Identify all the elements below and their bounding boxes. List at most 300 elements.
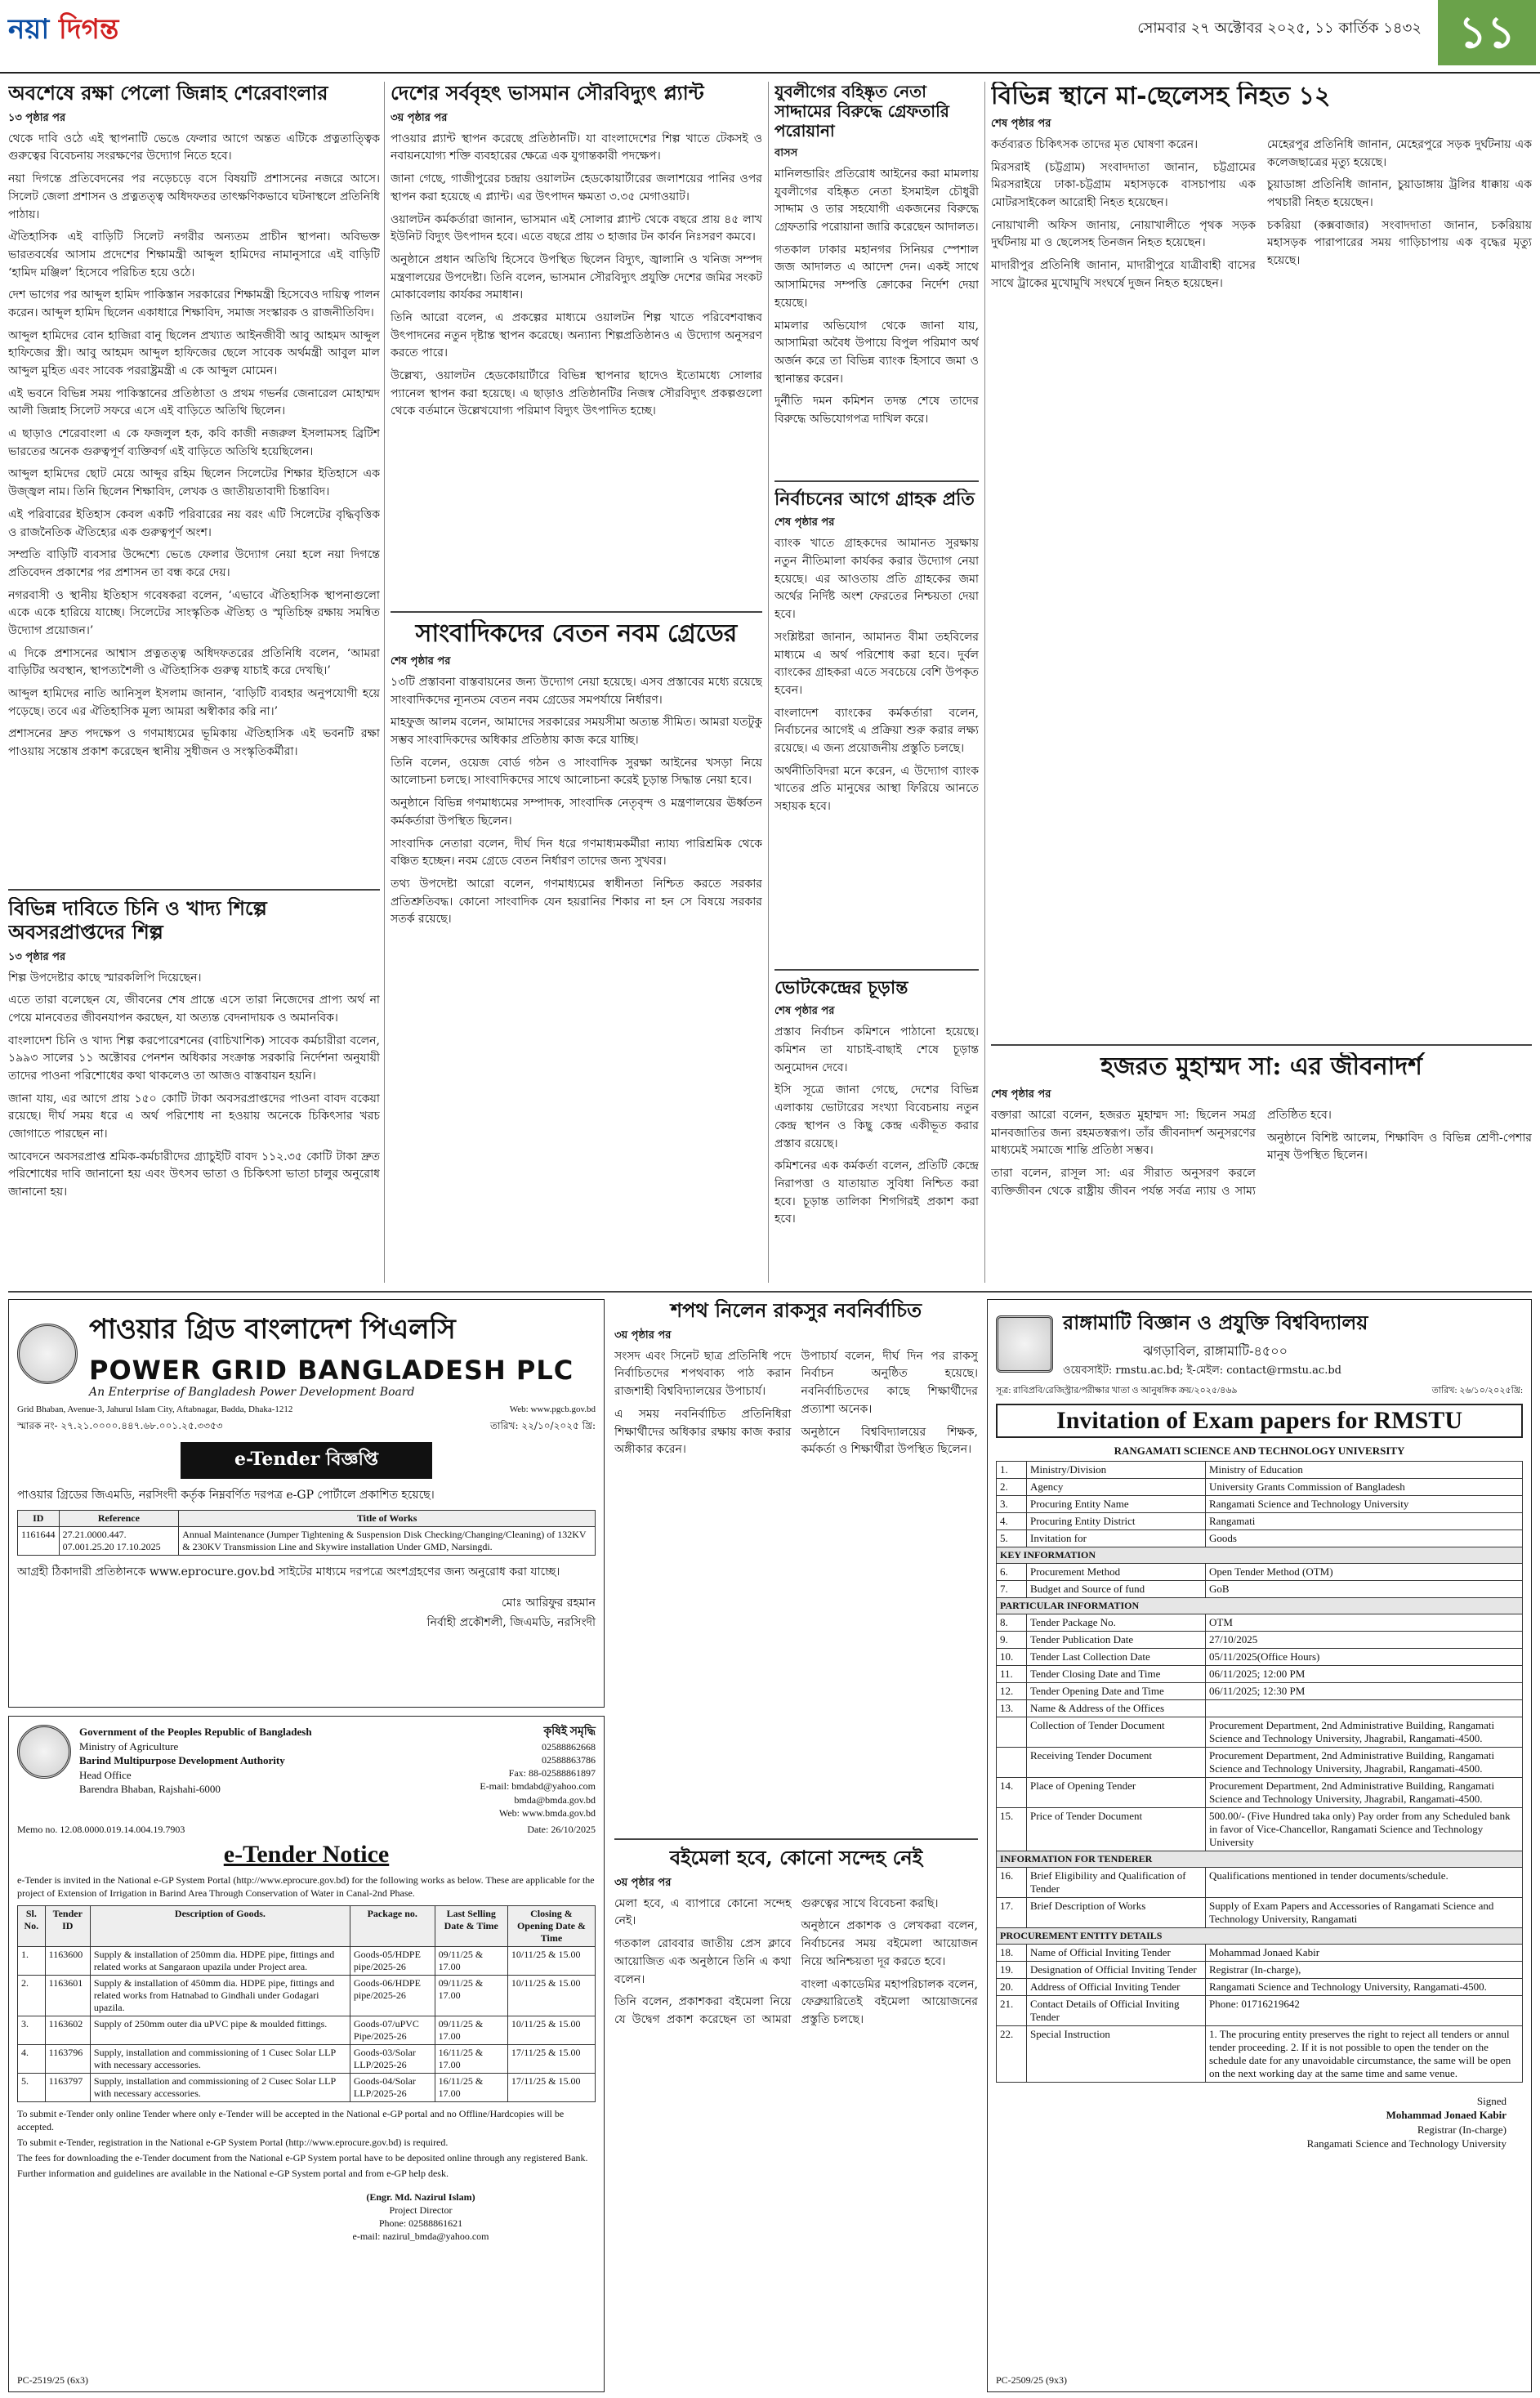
article-paragraph: প্রশাসনের দ্রুত পদক্ষেপ ও গণমাধ্যমের ভূমিকায় ঐতিহাসিক এই ভবনটি রক্ষা পাওয়ায় সন্তোষ প্রকাশ করেছেন স্থানীয় সুধীজন ও সংস্কৃতিকর্মীরা। xyxy=(8,727,380,759)
ad-gov: Government of the Peoples Republic of Bangladesh xyxy=(79,1726,312,1738)
section-heading-row xyxy=(997,1927,1523,1944)
ad-place-bn: ঝগড়াবিল, রাঙ্গামাটি-৪৫০০ xyxy=(1143,1343,1288,1359)
cell: 10. xyxy=(997,1648,1027,1665)
article-accidents xyxy=(991,82,1532,1038)
power-grid-logo-icon xyxy=(17,1324,78,1384)
article-journalist-salary xyxy=(391,619,762,1281)
article-jinnah xyxy=(8,82,380,882)
article-paragraph: অর্থনীতিবিদরা মনে করেন, এ উদ্যোগ ব্যাংক খাতের প্রতি মানুষের আস্থা ফিরিয়ে আনতে সহায়ক হবে। xyxy=(774,764,979,814)
phone: 02588862668 xyxy=(542,1740,596,1753)
article-paragraph: চুয়াডাঙ্গা প্রতিনিধি জানান, চুয়াডাঙ্গায় ট্রলির ধাক্কায় এক পথচারী নিহত হয়েছেন। xyxy=(1267,178,1532,210)
divider xyxy=(8,1291,1532,1293)
cell: Brief Description of Works xyxy=(1027,1897,1206,1927)
cell: Phone: 01716219642 xyxy=(1206,1995,1523,2025)
ad-memo: স্মারক নং- ২৭.২১.০০০০.৪৪৭.৬৮.০০১.২৫.৩৩৫৩ xyxy=(17,1419,223,1431)
article-paragraph: জানা যায়, এর আগে প্রায় ১৫০ কোটি টাকা অবসরপ্রাপ্তদের পাওনা বাবদ বকেয়া রয়েছে। দীর্ঘ সময় ধরে এ অর্থ পরিশোধ না হওয়ায় অনেকে চিকিৎসার খরচ জোগাতে পারছেন না। xyxy=(8,1092,380,1141)
cell: 18. xyxy=(997,1944,1027,1961)
article-headline: শপথ নিলেন রাকসুর নবনির্বাচিত xyxy=(670,1299,922,1322)
cell: Agency xyxy=(1027,1478,1206,1495)
cell: 09/11/25 & 17.00 xyxy=(435,2016,507,2044)
article-paragraph: সংসদ এবং সিনেট ছাত্র প্রতিনিধি পদে নির্বাচিতদের শপথবাক্য পাঠ করান রাজশাহী বিশ্ববিদ্যালয়ের উপাচার্য। xyxy=(614,1349,792,1399)
note-item: To submit e-Tender only online Tender where only e-Tender will be accepted in the National e-GP portal and no Offline/Hardcopies will be accepted. xyxy=(17,2107,565,2132)
cell xyxy=(997,1747,1027,1777)
ad-address: Grid Bhaban, Avenue-3, Jahurul Islam City, Aftabnagar, Badda, Dhaka-1212 xyxy=(17,1404,293,1414)
article-paragraph: ব্যাংক খাতে গ্রাহকদের আমানত সুরক্ষায় নতুন নীতিমালা কার্যকর করার উদ্যোগ নেয়া হয়েছে। এর আওতায় প্রতি গ্রাহকের জমা অর্থের নির্দিষ্ট অংশ ফেরতের নিশ্চয়তা দেয়া হবে। xyxy=(774,537,979,622)
ad-ministry: Ministry of Agriculture xyxy=(79,1739,179,1753)
article-polling-centre xyxy=(774,977,979,1281)
continuation-note: শেষ পৃষ্ঠার পর xyxy=(391,655,451,668)
continuation-note: ১৩ পৃষ্ঠার পর xyxy=(8,111,66,124)
article-paragraph: নয়া দিগন্তে প্রতিবেদনের পর নড়েচড়ে বসে বিষয়টি প্রশাসনের নজরে আসে। সিলেট জেলা প্রশাসন ও প্রত্নতত্ত্ব অধিদফতর তাৎক্ষণিকভাবে ঘটনাস্থলে প্রতিনিধি পাঠায়। xyxy=(8,172,380,221)
article-paragraph: মিরসরাই (চট্টগ্রাম) সংবাদদাতা জানান, চট্টগ্রামের মিরসরাইয়ে ঢাকা-চট্টগ্রাম মহাসড়কে বাসচাপায় এক মোটরসাইকেল আরোহী নিহত হয়েছেন। xyxy=(991,160,1256,210)
article-solar-plant xyxy=(391,82,762,605)
tender-table xyxy=(17,1510,596,1556)
table-row xyxy=(997,1631,1523,1648)
cell: 09/11/25 & 17.00 xyxy=(435,1975,507,2016)
cell: Goods-06/HDPE pipe/2025-26 xyxy=(350,1975,435,2016)
divider xyxy=(8,889,380,891)
article-paragraph: সম্প্রতি বাড়িটি ব্যবসার উদ্দেশ্যে ভেঙে ফেলার উদ্যোগ নেয়া হলে নয়া দিগন্তে প্রতিবেদন প্রকাশের পর প্রশাসন তা বন্ধ করে দেয়। xyxy=(8,548,380,579)
table-header-row xyxy=(18,1905,596,1946)
article-body xyxy=(391,674,762,929)
article-body xyxy=(8,970,380,1202)
cell: Qualifications mentioned in tender documents/schedule. xyxy=(1206,1867,1523,1897)
cell: GoB xyxy=(1206,1580,1523,1597)
cell: 2. xyxy=(997,1478,1027,1495)
web[interactable]: Web: www.bmda.gov.bd xyxy=(498,1806,596,1819)
cell: 5. xyxy=(18,2073,46,2101)
article-paragraph: থেকে দাবি ওঠে এই স্থাপনাটি ভেঙে ফেলার আগে অন্তত এটিকে প্রত্নতাত্ত্বিক গুরুত্বের বিবেচনায় সংরক্ষণের উদ্যোগ নিতে হবে। xyxy=(8,132,380,163)
signer-name: Mohammad Jonaed Kabir xyxy=(1386,2109,1507,2122)
article-headline: অবশেষে রক্ষা পেলো জিন্নাহ শেরেবাংলার xyxy=(8,82,328,105)
continuation-note: শেষ পৃষ্ঠার পর xyxy=(991,118,1051,130)
cell: Special Instruction xyxy=(1027,2025,1206,2082)
cell: 4. xyxy=(18,2044,46,2073)
ad-date: তারিখ: ২৬/১০/২০২৫খ্রি: xyxy=(1431,1386,1523,1395)
cell: Address of Official Inviting Tender xyxy=(1027,1978,1206,1995)
cell: 6. xyxy=(997,1563,1027,1580)
logo-main: নয়া xyxy=(8,13,50,46)
table-row xyxy=(997,1807,1523,1851)
article-headline: হজরত মুহাম্মদ সা: এর জীবনাদর্শ xyxy=(1100,1052,1422,1081)
article-paragraph: সাংবাদিক নেতারা বলেন, দীর্ঘ দিন ধরে গণমাধ্যমকর্মীরা ন্যায্য পারিশ্রমিক থেকে বঞ্চিত হচ্ছেন। নবম গ্রেডে বেতন নির্ধারণ তাদের জন্য সুখবর। xyxy=(391,837,762,869)
power-grid-ad xyxy=(8,1299,605,1708)
article-paragraph: ইসি সূত্রে জানা গেছে, দেশের বিভিন্ন এলাকায় ভোটারের সংখ্যা বিবেচনায় নতুন কেন্দ্র স্থাপন ও কিছু কেন্দ্র একীভূত করার প্রস্তাব রয়েছে। xyxy=(774,1083,979,1150)
article-paragraph: এই ভবনে বিভিন্ন সময় পাকিস্তানের প্রতিষ্ঠাতা ও প্রথম গভর্নর জেনারেল মোহাম্মদ আলী জিন্নাহ সিলেট সফরে এসে এই বাড়িতে অতিথি ছিলেন। xyxy=(8,386,380,418)
article-paragraph: দেশ ভাগের পর আব্দুল হামিদ পাকিস্তান সরকারের শিক্ষামন্ত্রী হিসেবেও দায়িত্ব পালন করেন। আব্দুল হামিদ ছিলেন একাধারে শিক্ষাবিদ, সমাজ সংস্কারক ও রাজনীতিবিদ। xyxy=(8,288,380,319)
divider xyxy=(614,1838,978,1840)
table-row xyxy=(997,1478,1523,1495)
cell: Ministry/Division xyxy=(1027,1461,1206,1478)
ad-intro: e-Tender is invited in the National e-GP System Portal (http://www.eprocure.gov.bd) for the following works as below. These are applicable for the project of Extension of Irrigation in Barind Area Through Conservation of Water in Canal-2nd Phase. xyxy=(17,1874,595,1900)
article-headline: বিভিন্ন দাবিতে চিনি ও খাদ্য শিল্পে অবসরপ্রাপ্তদের শিল্প xyxy=(8,897,267,944)
divider xyxy=(768,82,769,1283)
email[interactable]: bmda@bmda.gov.bd xyxy=(514,1793,596,1806)
continuation-note: শেষ পৃষ্ঠার পর xyxy=(774,516,835,529)
article-body xyxy=(991,136,1532,293)
article-headline: বিভিন্ন স্থানে মা-ছেলেসহ নিহত ১২ xyxy=(991,82,1331,110)
table-row xyxy=(18,2044,596,2073)
cell: Contact Details of Official Inviting Tender xyxy=(1027,1995,1206,2025)
cell: Tender Opening Date and Time xyxy=(1027,1682,1206,1699)
table-row xyxy=(997,1747,1523,1777)
ad-university: RANGAMATI SCIENCE AND TECHNOLOGY UNIVERSITY xyxy=(1114,1444,1405,1457)
cell: 05/11/2025(Office Hours) xyxy=(1206,1648,1523,1665)
cell: Mohammad Jonaed Kabir xyxy=(1206,1944,1523,1961)
article-paragraph: শিল্প উপদেষ্টার কাছে স্মারকলিপি দিয়েছেন। xyxy=(8,971,202,985)
col-header: Title of Works xyxy=(179,1510,596,1526)
article-body xyxy=(991,1107,1532,1200)
article-paragraph: কমিশনের এক কর্মকর্তা বলেন, প্রতিটি কেন্দ্রে নিরাপত্তা ও যাতায়াত সুবিধা নিশ্চিত করা হবে। চূড়ান্ত তালিকা শিগগিরই প্রকাশ করা হবে। xyxy=(774,1159,979,1226)
cell: Supply of Exam Papers and Accessories of Rangamati Science and Technology University, Rangamati xyxy=(1206,1897,1523,1927)
col-header: Sl. No. xyxy=(18,1905,46,1946)
article-book-fair xyxy=(614,1847,978,2392)
table-row xyxy=(997,1512,1523,1529)
article-paragraph: গতকাল ঢাকার মহানগর সিনিয়র স্পেশাল জজ আদালত এ আদেশ দেন। একই সাথে আসামিদের সম্পত্তি ক্রোকের নির্দেশ দেয়া হয়েছে। xyxy=(774,243,979,310)
article-paragraph: অনুষ্ঠানে বিশিষ্ট আলেম, শিক্ষাবিদ ও বিভিন্ন শ্রেণী-পেশার মানুষ উপস্থিত ছিলেন। xyxy=(1267,1131,1532,1163)
note-item: To submit e-Tender, registration in the National e-GP System Portal (http://www.eprocure.gov.bd) is required. xyxy=(17,2136,449,2148)
table-row xyxy=(997,1682,1523,1699)
cell: 12. xyxy=(997,1682,1027,1699)
pc-number: PC-2509/25 (9x3) xyxy=(996,2373,1067,2386)
cell: 1. The procuring entity preserves the right to reject all tenders or annul tender proceeding. 2. If it is not possible to open the tender on the schedule date for any unavoidable circumstance, the same will be open on the next working day at the same time and same venue. xyxy=(1206,2025,1523,2082)
article-body xyxy=(614,1896,978,2032)
cell: 1163797 xyxy=(45,2073,90,2101)
article-paragraph: এই পরিবারের ইতিহাস কেবল একটি পরিবারের নয় বরং এটি সিলেটের বৃদ্ধিবৃত্তিক ও রাজনৈতিক ঐতিহ্যের এক গুরুত্বপূর্ণ অংশ। xyxy=(8,507,380,539)
cell: University Grants Commission of Bangladesh xyxy=(1206,1478,1523,1495)
cell: 10/11/25 & 15.00 xyxy=(507,1975,595,2016)
article-headline: নির্বাচনের আগে গ্রাহক প্রতি xyxy=(774,489,975,510)
cell: 1163600 xyxy=(45,1946,90,1975)
article-paragraph: গতকাল রোববার জাতীয় প্রেস ক্লাবে আয়োজিত এক অনুষ্ঠানে তিনি এ কথা বলেন। xyxy=(614,1937,792,1986)
bangladesh-emblem-icon xyxy=(17,1725,71,1779)
article-paragraph: সংশ্লিষ্টরা জানান, আমানত বীমা তহবিলের মাধ্যমে এ অর্থ পরিশোধ করা হবে। দুর্বল ব্যাংকের গ্রাহকরা এতে সবচেয়ে বেশি উপকৃত হবেন। xyxy=(774,630,979,697)
table-row xyxy=(997,2025,1523,2082)
cell: Goods-04/Solar LLP/2025-26 xyxy=(350,2073,435,2101)
cell: Tender Package No. xyxy=(1027,1614,1206,1631)
article-headline: দেশের সর্ববৃহৎ ভাসমান সৌরবিদ্যুৎ প্ল্যান্ট xyxy=(391,82,704,105)
article-paragraph: কর্তব্যরত চিকিৎসক তাদের মৃত ঘোষণা করেন। xyxy=(991,138,1199,151)
cell: 09/11/25 & 17.00 xyxy=(435,1946,507,1975)
cell: Annual Maintenance (Jumper Tightening & Suspension Disk Checking/Changing/Cleaning) of 132KV & 230KV Transmission Line and Skywire installation Under GMD, Narsingdi. xyxy=(179,1526,596,1555)
cell: Name & Address of the Offices xyxy=(1027,1699,1206,1717)
article-paragraph: প্রস্তাব নির্বাচন কমিশনে পাঠানো হয়েছে। কমিশন তা যাচাই-বাছাই শেষে চূড়ান্ত অনুমোদন দেবে। xyxy=(774,1025,979,1074)
cell: 1. xyxy=(18,1946,46,1975)
notes-list xyxy=(17,2107,596,2181)
article-paragraph: উপাচার্য বলেন, দীর্ঘ দিন পর রাকসু নির্বাচন অনুষ্ঠিত হয়েছে। নবনির্বাচিতদের কাছে শিক্ষার্থীদের প্রত্যাশা অনেক। xyxy=(801,1349,978,1416)
article-paragraph: দুর্নীতি দমন কমিশন তদন্ত শেষে তাদের বিরুদ্ধে অভিযোগপত্র দাখিল করে। xyxy=(774,395,979,426)
fax: Fax: 88-02588861897 xyxy=(508,1767,596,1780)
table-row xyxy=(997,1665,1523,1682)
article-raksu-oath xyxy=(614,1299,978,1830)
col-header: ID xyxy=(18,1510,60,1526)
cell: Name of Official Inviting Tender xyxy=(1027,1944,1206,1961)
section-heading: KEY INFORMATION xyxy=(997,1547,1523,1563)
cell: Supply of 250mm outer dia uPVC pipe & moulded fittings. xyxy=(90,2016,350,2044)
signer-name: (Engr. Md. Nazirul Islam) xyxy=(366,2190,475,2203)
note-item: The fees for downloading the e-Tender document from the National e-GP System portal have to be deposited online through any registered Bank. xyxy=(17,2152,588,2164)
cell: 16/11/25 & 17.00 xyxy=(435,2073,507,2101)
cell xyxy=(997,1717,1027,1747)
tender-table xyxy=(17,1905,596,2102)
cell: 2. xyxy=(18,1975,46,2016)
article-paragraph: ১৩টি প্রস্তাবনা বাস্তবায়নের জন্য উদ্যোগ নেয়া হয়েছে। এসব প্রস্তাবের মধ্যে রয়েছে সাংবাদিকদের ন্যূনতম বেতন নবম গ্রেডের সমপর্যায়ে নির্ধারণ। xyxy=(391,676,762,707)
article-paragraph: অনুষ্ঠানে প্রকাশক ও লেখকরা বলেন, নির্বাচনের সময় বইমেলা আয়োজন নিয়ে অনিশ্চয়তা দূর করতে হবে। xyxy=(801,1919,978,1968)
article-paragraph: তিনি বলেন, ওয়েজ বোর্ড গঠন ও সাংবাদিক সুরক্ষা আইনের খসড়া নিয়ে আলোচনা চলছে। সাংবাদিকদের সাথে আলোচনা করেই চূড়ান্ত সিদ্ধান্ত নেয়া হবে। xyxy=(391,756,762,788)
article-headline: ভোটকেন্দ্রের চূড়ান্ত xyxy=(774,977,908,998)
article-paragraph: ঐতিহাসিক এই বাড়িটি সিলেট নগরীর অন্যতম প্রাচীন স্থাপনা। অবিভক্ত ভারতবর্ষের আসাম প্রদেশের শিক্ষামন্ত্রী আব্দুল হামিদের নামানুসারে এই বাড়িটি ‘হামিদ মঞ্জিল’ হিসেবে পরিচিত হয়ে ওঠে। xyxy=(8,230,380,279)
article-paragraph: এ সময় নবনির্বাচিত প্রতিনিধিরা শিক্ষার্থীদের অধিকার রক্ষায় কাজ করার অঙ্গীকার করেন। xyxy=(614,1407,792,1457)
article-paragraph: মানিলন্ডারিং প্রতিরোধ আইনের করা মামলায় যুবলীগের বহিষ্কৃত নেতা ইসমাইল চৌধুরী সাদ্দাম ও তার সহযোগী একজনের বিরুদ্ধে গ্রেফতারি পরোয়ানা জারি করেছেন আদালত। xyxy=(774,167,979,234)
cell: 21. xyxy=(997,1995,1027,2025)
article-paragraph: মেহেরপুর প্রতিনিধি জানান, মেহেরপুরে সড়ক দুর্ঘটনায় এক কলেজছাত্রের মৃত্যু হয়েছে। xyxy=(1267,138,1532,169)
signer-org: Rangamati Science and Technology University xyxy=(1306,2137,1507,2150)
cell: 06/11/2025; 12:30 PM xyxy=(1206,1682,1523,1699)
section-heading: PROCUREMENT ENTITY DETAILS xyxy=(997,1927,1523,1944)
cell xyxy=(1206,1699,1523,1717)
bmda-ad xyxy=(8,1716,605,2392)
article-paragraph: আবেদনে অবসরপ্রাপ্ত শ্রমিক-কর্মচারীদের গ্র্যাচুইটি বাবদ ১১২.৩৫ কোটি টাকা দ্রুত পরিশোধের দাবি জানানো হয় এবং উৎসব ভাতা ও চিকিৎসা ভাতা চালুর অনুরোধ জানানো হয়। xyxy=(8,1150,380,1199)
article-sugar-industry xyxy=(8,897,380,1281)
cell: Procurement Method xyxy=(1027,1563,1206,1580)
cell: Supply, installation and commissioning of 1 Cusec Solar LLP with necessary accessories. xyxy=(90,2044,350,2073)
cell: 1163796 xyxy=(45,2044,90,2073)
newspaper-logo[interactable] xyxy=(8,5,131,54)
article-paragraph: মেলা হবে, এ ব্যাপারে কোনো সন্দেহ নেই। xyxy=(614,1896,792,1928)
signer-phone: Phone: 02588861621 xyxy=(378,2217,463,2229)
article-paragraph: নোয়াখালী অফিস জানায়, নোয়াখালীতে পৃথক সড়ক দুর্ঘটনায় মা ও ছেলেসহ তিনজন নিহত হয়েছেন। xyxy=(991,218,1256,250)
cell: Receiving Tender Document xyxy=(1027,1747,1206,1777)
article-paragraph: এ দিকে প্রশাসনের আশ্বাস প্রত্নতত্ত্ব অধিদফতরের প্রতিনিধি বলেন, ‘আমরা বাড়িটির অবস্থান, স্থাপত্যশৈলী ও ঐতিহাসিক গুরুত্ব যাচাই করে দেখছি।’ xyxy=(8,646,380,678)
cell: Rangamati xyxy=(1206,1512,1523,1529)
article-paragraph: ওয়ালটন কর্মকর্তারা জানান, ভাসমান এই সোলার প্ল্যান্ট থেকে বছরে প্রায় ৪৫ লাখ ইউনিট বিদ্যুৎ উৎপাদন হবে। এতে বছরে প্রায় ৩ হাজার টন কার্বন নিঃসরণ কমবে। xyxy=(391,212,762,244)
note-item: Further information and guidelines are available in the National e-GP System portal and from e-GP help desk. xyxy=(17,2168,449,2180)
article-paragraph: অনুষ্ঠানে প্রধান অতিথি হিসেবে উপস্থিত ছিলেন বিদ্যুৎ, জ্বালানি ও খনিজ সম্পদ মন্ত্রণালয়ের উপদেষ্টা। তিনি বলেন, ভাসমান সৌরবিদ্যুৎ প্রযুক্তি দেশের জমির সংকট মোকাবেলায় কার্যকর সমাধান। xyxy=(391,252,762,302)
section-heading: PARTICULAR INFORMATION xyxy=(997,1597,1523,1614)
table-row xyxy=(997,1495,1523,1512)
ad-office: Head Office xyxy=(79,1768,132,1781)
ad-date: Date: 26/10/2025 xyxy=(527,1824,596,1836)
cell: 27/10/2025 xyxy=(1206,1631,1523,1648)
article-body xyxy=(774,166,979,429)
article-paragraph: তারা বলেন, রাসূল সা: এর সীরাত অনুসরণ করলে ব্যক্তিজীবন থেকে রাষ্ট্রীয় জীবন পর্যন্ত সর্বত্র ন্যায় ও সাম্য প্রতিষ্ঠিত হবে। xyxy=(991,1109,1332,1198)
article-paragraph: অনুষ্ঠানে বিভিন্ন গণমাধ্যমের সম্পাদক, সাংবাদিক নেতৃবৃন্দ ও মন্ত্রণালয়ের ঊর্ধ্বতন কর্মকর্তারা উপস্থিত ছিলেন। xyxy=(391,797,762,828)
divider xyxy=(774,480,979,482)
article-paragraph: বাংলাদেশ ব্যাংকের কর্মকর্তারা বলেন, নির্বাচনের আগেই এ প্রক্রিয়া শুরু করার লক্ষ্য রয়েছে। এ জন্য প্রয়োজনীয় প্রস্তুতি চলছে। xyxy=(774,706,979,755)
table-row xyxy=(997,1944,1523,1961)
table-row xyxy=(997,1897,1523,1927)
signer-title: Project Director xyxy=(389,2204,453,2216)
cell: 1161644 xyxy=(18,1526,60,1555)
ad-authority: Barind Multipurpose Development Authority xyxy=(79,1754,285,1767)
continuation-note: ৩য় পৃষ্ঠার পর xyxy=(391,111,448,124)
cell: 22. xyxy=(997,2025,1027,2082)
table-row xyxy=(997,1995,1523,2025)
cell: Procurement Department, 2nd Administrative Building, Rangamati Science and Technology University, Jhagrabil, Rangamati-4500. xyxy=(1206,1777,1523,1807)
article-paragraph: চকরিয়া (কক্সবাজার) সংবাদদাতা জানান, চকরিয়ায় মহাসড়ক পারাপারের সময় গাড়িচাপায় এক বৃদ্ধের মৃত্যু হয়েছে। xyxy=(1267,218,1532,268)
cell: 5. xyxy=(997,1529,1027,1547)
cell: Goods-05/HDPE pipe/2025-26 xyxy=(350,1946,435,1975)
table-row xyxy=(997,1961,1523,1978)
article-headline: সাংবাদিকদের বেতন নবম গ্রেডের xyxy=(415,619,738,648)
date-line: সোমবার ২৭ অক্টোবর ২০২৫, ১১ কার্তিক ১৪৩২ xyxy=(1137,20,1422,37)
table-row xyxy=(997,1777,1523,1807)
ad-date: তারিখ: ২২/১০/২০২৫ খ্রি: xyxy=(490,1419,596,1431)
continuation-note: ১৩ পৃষ্ঠার পর xyxy=(8,950,66,963)
ad-address: Barendra Bhaban, Rajshahi-6000 xyxy=(79,1783,221,1796)
ad-memo: Memo no. 12.08.0000.019.14.004.19.7903 xyxy=(17,1824,185,1836)
article-paragraph: বাংলাদেশ চিনি ও খাদ্য শিল্প করপোরেশনের (বাচিখাশিক) সাবেক কর্মচারীরা বলেন, ১৯৯৩ সালের ১১ অক্টোবর পেনশন অধিকার সংক্রান্ত সরকারি নির্দেশনা অনুযায়ী তাদের পাওনা পরিশোধের কথা থাকলেও তা আজও বাস্তবায়ন হয়নি। xyxy=(8,1034,380,1083)
continuation-note: ৩য় পৃষ্ঠার পর xyxy=(614,1329,672,1342)
cell: 17/11/25 & 15.00 xyxy=(507,2044,595,2073)
table-row xyxy=(997,1461,1523,1478)
article-paragraph: এ ছাড়াও শেরেবাংলা এ কে ফজলুল হক, কবি কাজী নজরুল ইসলামসহ ব্রিটিশ ভারতের অনেক গুরুত্বপূর্ণ ব্যক্তিবর্গ এই বাড়িতে অতিথি হয়েছিলেন। xyxy=(8,427,380,458)
ad-web[interactable]: Web: www.pgcb.gov.bd xyxy=(509,1404,596,1414)
cell: 11. xyxy=(997,1665,1027,1682)
cell: 3. xyxy=(18,2016,46,2044)
continuation-note: শেষ পৃষ্ঠার পর xyxy=(991,1088,1051,1101)
table-row xyxy=(997,1978,1523,1995)
table-row xyxy=(997,1563,1523,1580)
divider xyxy=(391,611,762,613)
divider xyxy=(384,82,385,1283)
col-header: Reference xyxy=(59,1510,179,1526)
email[interactable]: E-mail: bmdabd@yahoo.com xyxy=(480,1780,596,1793)
article-youth-league xyxy=(774,82,979,474)
cell: 20. xyxy=(997,1978,1027,1995)
cell: Tender Publication Date xyxy=(1027,1631,1206,1648)
cell: 17/11/25 & 15.00 xyxy=(507,2073,595,2101)
article-paragraph: পাওয়ার প্ল্যান্ট স্থাপন করেছে প্রতিষ্ঠানটি। যা বাংলাদেশের শিল্প খাতে টেকসই ও নবায়নযোগ্য শক্তি ব্যবহারের ক্ষেত্রে এক যুগান্তকারী পদক্ষেপ। xyxy=(391,132,762,163)
article-body xyxy=(8,131,380,761)
ad-title-en: POWER GRID BANGLADESH PLC xyxy=(89,1355,574,1386)
table-row xyxy=(997,1529,1523,1547)
article-paragraph: উল্লেখ্য, ওয়ালটন হেডকোয়ার্টারে বিভিন্ন স্থাপনার ছাদেও ইতোমধ্যে সোলার প্যানেল স্থাপন করা হয়েছে। এ ছাড়াও প্রতিষ্ঠানটির নিজস্ব সৌরবিদ্যুৎ প্রকল্পগুলো থেকে বর্তমানে উল্লেখযোগ্য পরিমাণ বিদ্যুৎ উৎপাদিত হচ্ছে। xyxy=(391,369,762,418)
cell: 10/11/25 & 15.00 xyxy=(507,2016,595,2044)
article-body xyxy=(774,535,979,815)
ad-memo: সূত্র: রাবিপ্রবি/রেজিস্ট্রার/পরীক্ষার খাতা ও আনুষঙ্গিক ক্রয়/২০২৫/৪৬৯ xyxy=(996,1386,1238,1395)
divider xyxy=(774,969,979,971)
article-paragraph: তিনি আরো বলেন, এ প্রকল্পের মাধ্যমে ওয়ালটন শিল্প খাতে পরিবেশবান্ধব উৎপাদনের নতুন দৃষ্টান্ত স্থাপন করেছে। অন্যান্য শিল্পপ্রতিষ্ঠানও এ উদ্যোগ অনুসরণ করতে পারে। xyxy=(391,310,762,360)
cell: 1. xyxy=(997,1461,1027,1478)
ad-title-bn: পাওয়ার গ্রিড বাংলাদেশ পিএলসি xyxy=(89,1313,456,1346)
article-body xyxy=(391,131,762,421)
section-heading: INFORMATION FOR TENDERER xyxy=(997,1851,1523,1867)
cell: 1163601 xyxy=(45,1975,90,2016)
ad-web-bn[interactable]: ওয়েবসাইট: rmstu.ac.bd; ই-মেইল: contact@rmstu.ac.bd xyxy=(1063,1364,1341,1377)
table-row xyxy=(997,1614,1523,1631)
cell: Goods-07/uPVC Pipe/2025-26 xyxy=(350,2016,435,2044)
ad-slogan: কৃষিই সমৃদ্ধি xyxy=(543,1726,596,1738)
cell: Procuring Entity District xyxy=(1027,1512,1206,1529)
continuation-note: বাসস xyxy=(774,147,798,159)
continuation-note: ৩য় পৃষ্ঠার পর xyxy=(614,1876,672,1889)
table-row xyxy=(18,1975,596,2016)
cell: 19. xyxy=(997,1961,1027,1978)
signer-title: Registrar (In-charge) xyxy=(1417,2123,1507,2136)
section-heading-row xyxy=(997,1597,1523,1614)
phone: 02588863786 xyxy=(542,1754,596,1766)
table-row xyxy=(18,1946,596,1975)
col-header: Package no. xyxy=(350,1905,435,1946)
cell: 4. xyxy=(997,1512,1027,1529)
section-heading-row xyxy=(997,1547,1523,1563)
article-paragraph: বাংলা একাডেমির মহাপরিচালক বলেন, ফেব্রুয়ারিতেই বইমেলা আয়োজনের প্রস্তুতি চলছে। xyxy=(801,1977,978,2026)
cell: 7. xyxy=(997,1580,1027,1597)
cell: 9. xyxy=(997,1631,1027,1648)
table-row xyxy=(997,1699,1523,1717)
article-bank-deposit xyxy=(774,489,979,962)
col-header: Description of Goods. xyxy=(90,1905,350,1946)
article-paragraph: তথ্য উপদেষ্টা আরো বলেন, গণমাধ্যমের স্বাধীনতা নিশ্চিত করতে সরকার প্রতিশ্রুতিবদ্ধ। কোনো সাংবাদিক যেন হয়রানির শিকার না হন সে বিষয়ে সরকার সতর্ক রয়েছে। xyxy=(391,877,762,927)
ad-footer: আগ্রহী ঠিকাদারী প্রতিষ্ঠানকে www.eprocure.gov.bd সাইটের মাধ্যমে দরপত্রে অংশগ্রহণের জন্য অনুরোধ করা যাচ্ছে। xyxy=(17,1565,560,1579)
cell: 17. xyxy=(997,1897,1027,1927)
article-paragraph: জানা গেছে, গাজীপুরের চন্দ্রায় ওয়ালটন হেডকোয়ার্টারের জলাশয়ের পানির ওপর স্থাপন করা হয়েছে এ প্ল্যান্ট। এর উৎপাদন ক্ষমতা ৩.৩৫ মেগাওয়াট। xyxy=(391,172,762,203)
ad-intro: পাওয়ার গ্রিডের জিএমডি, নরসিংদী কর্তৃক নিম্নবর্ণিত দরপত্র e-GP পোর্টালে প্রকাশিত হয়েছে। xyxy=(17,1488,435,1502)
cell: 1163602 xyxy=(45,2016,90,2044)
ad-notice-title: e-Tender বিজ্ঞপ্তি xyxy=(181,1442,432,1479)
cell: Rangamati Science and Technology University xyxy=(1206,1495,1523,1512)
cell: Tender Last Collection Date xyxy=(1027,1648,1206,1665)
signer-email[interactable]: e-mail: nazirul_bmda@yahoo.com xyxy=(352,2231,489,2243)
cell: Place of Opening Tender xyxy=(1027,1777,1206,1807)
cell: Goods xyxy=(1206,1529,1523,1547)
cell: Registrar (In-charge), xyxy=(1206,1961,1523,1978)
divider xyxy=(991,1044,1532,1046)
cell: Procurement Department, 2nd Administrative Building, Rangamati Science and Technology University, Jhagrabil, Rangamati-4500. xyxy=(1206,1717,1523,1747)
table-row xyxy=(997,1867,1523,1897)
article-paragraph: মাহফুজ আলম বলেন, আমাদের সরকারের সময়সীমা অত্যন্ত সীমিত। আমরা যতটুকু সম্ভব সাংবাদিকদের অধিকার প্রতিষ্ঠায় কাজ করে যাচ্ছি। xyxy=(391,716,762,748)
cell: Brief Eligibility and Qualification of Tender xyxy=(1027,1867,1206,1897)
cell: Procuring Entity Name xyxy=(1027,1495,1206,1512)
cell: Supply, installation and commissioning of 2 Cusec Solar LLP with necessary accessories. xyxy=(90,2073,350,2101)
cell: 8. xyxy=(997,1614,1027,1631)
cell: Procurement Department, 2nd Administrative Building, Rangamati Science and Technology University, Jhagrabil, Rangamati-4500. xyxy=(1206,1747,1523,1777)
table-row xyxy=(18,2016,596,2044)
col-header: Tender ID xyxy=(45,1905,90,1946)
cell: 13. xyxy=(997,1699,1027,1717)
article-paragraph: আব্দুল হামিদের বোন হাজিরা বানু ছিলেন প্রখ্যাত আইনজীবী আবু আহমদ আব্দুল হাফিজের স্ত্রী। আবু আহমদ আব্দুল হাফিজের ছেলে সাবেক অর্থমন্ত্রী আবুল মাল আব্দুল মুহিত এবং সাবেক পররাষ্ট্রমন্ত্রী এ কে আব্দুল মোমেন। xyxy=(8,328,380,378)
ad-university-bn: রাঙ্গামাটি বিজ্ঞান ও প্রযুক্তি বিশ্ববিদ্যালয় xyxy=(1063,1311,1368,1334)
cell: 27.21.0000.447. 07.001.25.20 17.10.2025 xyxy=(59,1526,179,1555)
article-body xyxy=(774,1024,979,1229)
cell: 14. xyxy=(997,1777,1027,1807)
cell: Goods-03/Solar LLP/2025-26 xyxy=(350,2044,435,2073)
article-paragraph: আব্দুল হামিদের নাতি আনিসুল ইসলাম জানান, ‘বাড়িটি ব্যবহার অনুপযোগী হয়ে পড়েছে। তবে এর ঐতিহাসিক মূল্য আমরা অস্বীকার করি না।’ xyxy=(8,687,380,718)
col-header: Last Selling Date & Time xyxy=(435,1905,507,1946)
tender-info-table xyxy=(996,1461,1523,2083)
article-paragraph: নগরবাসী ও স্থানীয় ইতিহাস গবেষকরা বলেন, ‘এভাবে ঐতিহাসিক স্থাপনাগুলো একে একে হারিয়ে যাচ্ছে। সিলেটের সাংস্কৃতিক ঐতিহ্য ও স্মৃতিচিহ্ন রক্ষায় সমন্বিত উদ্যোগ প্রয়োজন।’ xyxy=(8,588,380,637)
rmstu-ad xyxy=(987,1299,1532,2392)
section-heading-row xyxy=(997,1851,1523,1867)
ad-notice-title: Invitation of Exam papers for RMSTU xyxy=(996,1404,1523,1438)
cell: 16. xyxy=(997,1867,1027,1897)
table-row xyxy=(18,1526,596,1555)
cell: 10/11/25 & 15.00 xyxy=(507,1946,595,1975)
article-paragraph: অনুষ্ঠানে বিশ্ববিদ্যালয়ের শিক্ষক, কর্মকর্তা ও শিক্ষার্থীরা উপস্থিত ছিলেন। xyxy=(801,1425,978,1457)
article-paragraph: আব্দুল হামিদের ছোট মেয়ে আব্দুর রহিম ছিলেন সিলেটের শিক্ষার ইতিহাসে এক উজ্জ্বল নাম। তিনি ছিলেন শিক্ষাবিদ, লেখক ও জাতীয়তাবাদী চিন্তাবিদ। xyxy=(8,467,380,499)
cell: Supply & installation of 250mm dia. HDPE pipe, fittings and related works at Sangaraon upazila under Project area. xyxy=(90,1946,350,1975)
cell: 16/11/25 & 17.00 xyxy=(435,2044,507,2073)
article-paragraph: এতে তারা বলেছেন যে, জীবনের শেষ প্রান্তে এসে তারা নিজেদের প্রাপ্য অর্থ না পেয়ে মানবেতর জীবনযাপন করছেন, যা অত্যন্ত বেদনাদায়ক ও অমানবিক। xyxy=(8,994,380,1025)
cell: Designation of Official Inviting Tender xyxy=(1027,1961,1206,1978)
table-row xyxy=(18,2073,596,2101)
cell: Rangamati Science and Technology University, Rangamati-4500. xyxy=(1206,1978,1523,1995)
article-paragraph: তিনি বলেন, প্রকাশকরা বইমেলা নিয়ে যে উদ্বেগ প্রকাশ করেছেন তা আমরা গুরুত্বের সাথে বিবেচনা করছি। xyxy=(614,1896,939,2026)
cell: OTM xyxy=(1206,1614,1523,1631)
pc-number: PC-2519/25 (6x3) xyxy=(17,2373,88,2386)
cell: 06/11/2025; 12:00 PM xyxy=(1206,1665,1523,1682)
